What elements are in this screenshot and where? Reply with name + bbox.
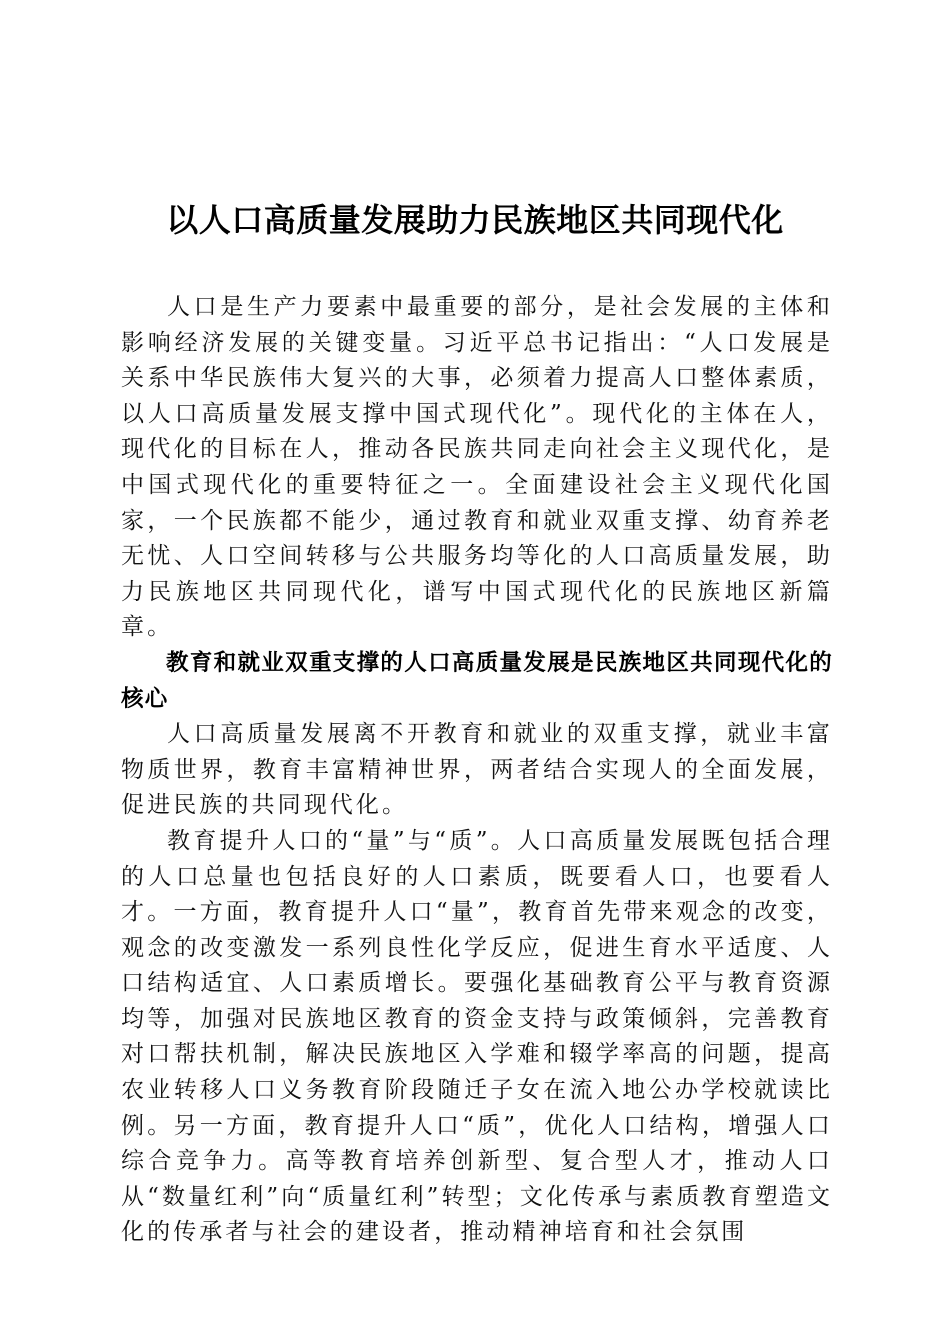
paragraph-intro: 人口是生产力要素中最重要的部分，是社会发展的主体和影响经济发展的关键变量。习近平总书记指出：“人口发展是关系中华民族伟大复兴的大事，必须着力提高人口整体素质，以人口高质量发展支撑中国式现代化”。现代化的主体在人，现代化的目标在人，推动各民族共同走向社会主义现代化，是中国式现代化的重要特征之一。全面建设社会主义现代化国家，一个民族都不能少，通过教育和就业双重支撑、幼育养老无忧、人口空间转移与公共服务均等化的人口高质量发展，助力民族地区共同现代化，谱写中国式现代化的民族地区新篇章。 — [121, 294, 833, 641]
section-heading: 教育和就业双重支撑的人口高质量发展是民族地区共同现代化的核心 — [121, 649, 833, 712]
paragraph-education-employment: 人口高质量发展离不开教育和就业的双重支撑，就业丰富物质世界，教育丰富精神世界，两者结合实现人的全面发展，促进民族的共同现代化。 — [121, 721, 833, 819]
paragraph-education-quantity-quality: 教育提升人口的“量”与“质”。人口高质量发展既包括合理的人口总量也包括良好的人口素质，既要看人口，也要看人才。一方面，教育提升人口“量”，教育首先带来观念的改变，观念的改变激发一系列良性化学反应，促进生育水平适度、人口结构适宜、人口素质增长。要强化基础教育公平与教育资源均等，加强对民族地区教育的资金支持与政策倾斜，完善教育对口帮扶机制，解决民族地区入学难和辍学率高的问题，提高农业转移人口义务教育阶段随迁子女在流入地公办学校就读比例。另一方面，教育提升人口“质”，优化人口结构，增强人口综合竞争力。高等教育培养创新型、复合型人才，推动人口从“数量红利”向“质量红利”转型；文化传承与素质教育塑造文化的传承者与社会的建设者，推动精神培育和社会氛围 — [121, 827, 833, 1246]
document-body — [121, 290, 833, 1251]
document-title: 以人口高质量发展助力民族地区共同现代化 — [166, 201, 784, 239]
